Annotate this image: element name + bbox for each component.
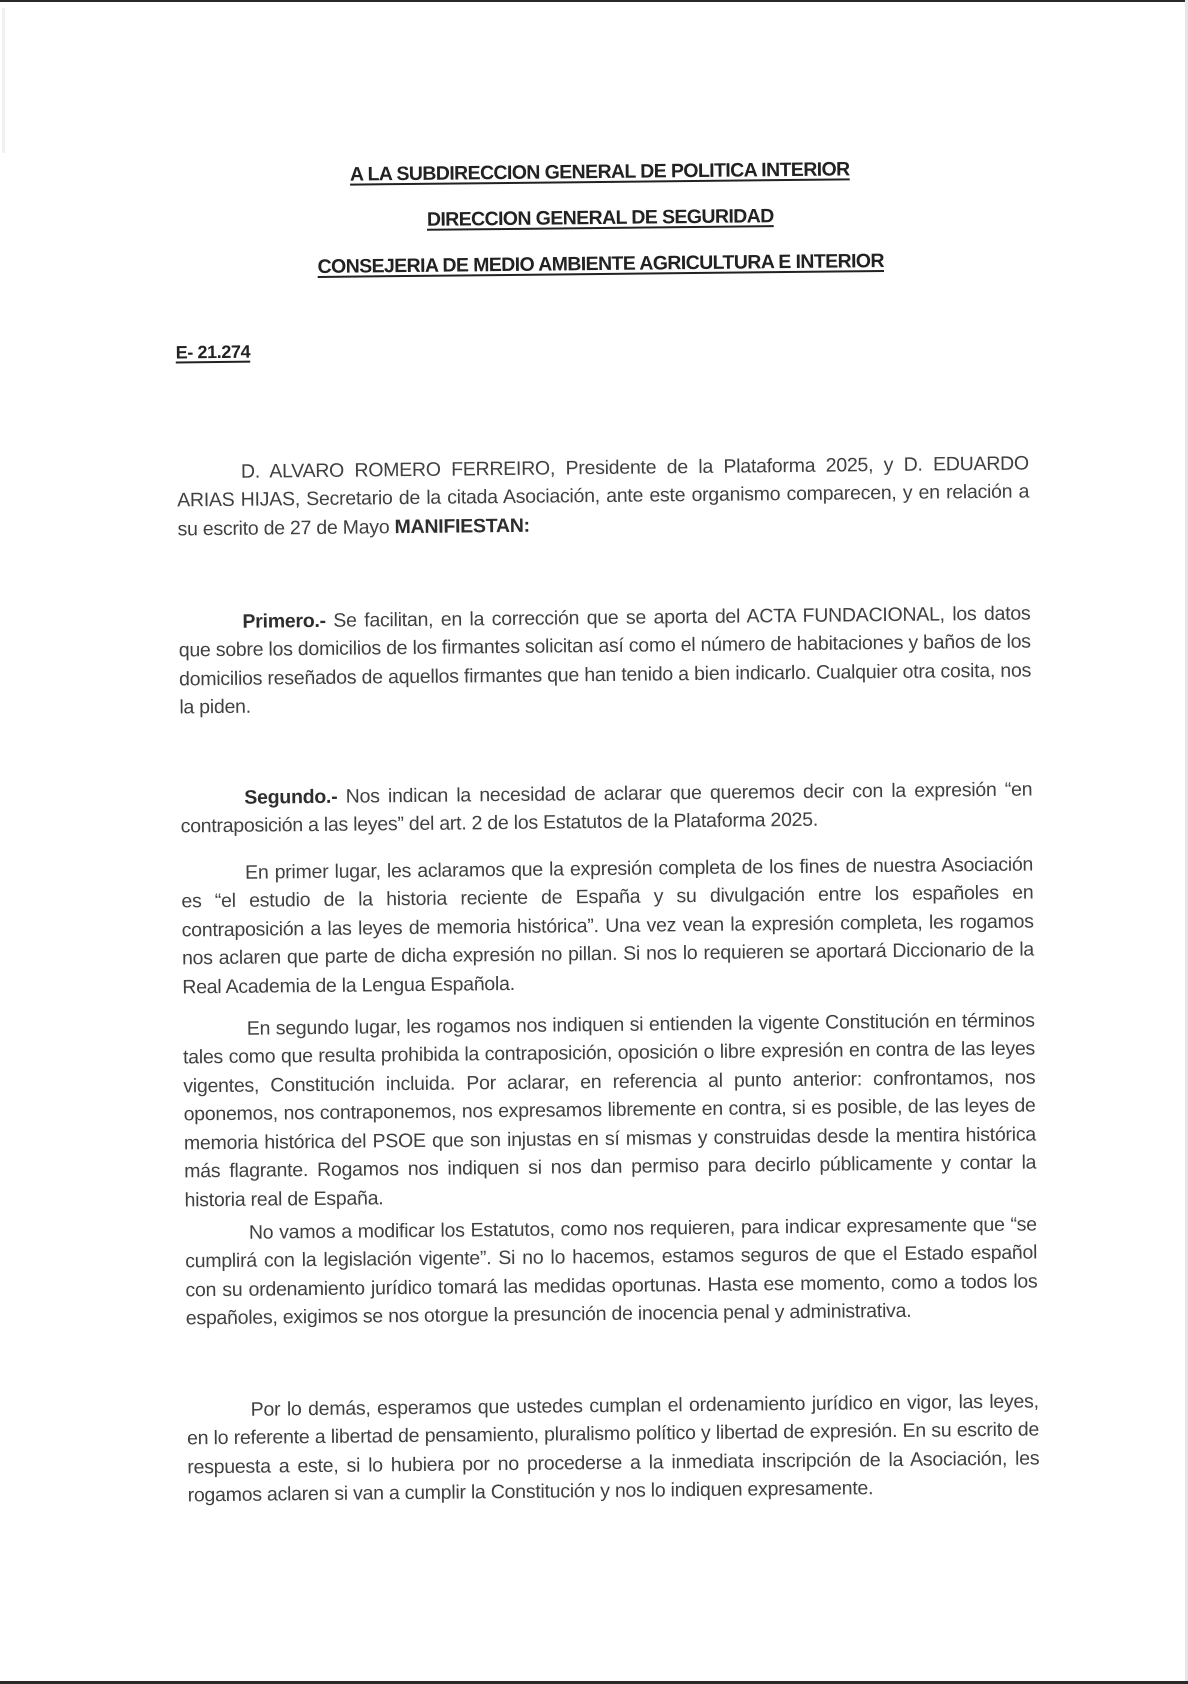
intro-text: D. ALVARO ROMERO FERREIRO, Presidente de la Plataforma 2025, y D. EDUARDO ARIAS HIJAS, Secretario de la citada Asociación, ante este organismo comparecen, y en relación a su escrito de 27 de Mayo [177,452,1030,540]
heading-line-consejeria: CONSEJERIA DE MEDIO AMBIENTE AGRICULTURA E INTERIOR [317,250,885,278]
segundo-text: Nos indican la necesidad de aclarar que queremos decir con la expresión “en contraposición a las leyes” del art. 2 de los Estatutos de la Plataforma 2025. [180,777,1033,838]
addressee-heading [174,156,1027,303]
scan-top-border [0,0,1188,2]
file-reference: E- 21.274 [175,341,251,363]
body-paragraph-por-lo-demas: Por lo demás, esperamos que ustedes cumplan el ordenamiento jurídico en vigor, las leyes, en lo referente a libertad de pensamiento, pluralismo político y libertad de expresión. En su escrito de respuesta a este, si lo hubiera por no procederse a la inmediata inscripción de la Asociación, les rogamos aclaren si van a cumplir la Constitución y nos lo indiquen expresamente. [186,1389,1040,1507]
body-paragraph-estatutos: No vamos a modificar los Estatutos, como nos requieren, para indicar expresamente que “se cumplirá con la legislación vigente”. Si no lo hacemos, estamos seguros de que el Estado español con su ordenamiento jurídico tomará las medidas oportunas. Hasta ese momento, como a todos los españoles, exigimos se nos otorgue la presunción de inocencia penal y administrativa. [185,1212,1038,1330]
manifiestan-label: MANIFIESTAN: [394,514,530,538]
segundo-label: Segundo.- [244,785,338,809]
body-paragraph-segundo-lugar: En segundo lugar, les rogamos nos indiquen si entienden la vigente Constitución en términos tales como que resulta prohibida la contraposición, oposición o libre expresión en contra de las leyes vigentes, Constitución incluida. Por aclarar, en referencia al punto anterior: confrontamos, nos oponemos, nos contraponemos, nos expresamos libremente en contra, si es posible, de las leyes de memoria histórica del PSOE que son injustas en sí mismas y construidas desde la mentira histórica más flagrante. Rogamos nos indiquen si nos dan permiso para decirlo públicamente y contar la historia real de España. [182,1008,1037,1211]
heading-line-subdireccion: A LA SUBDIRECCION GENERAL DE POLITICA INTERIOR [349,158,850,186]
segundo-paragraph [180,775,1033,841]
heading-line-direccion: DIRECCION GENERAL DE SEGURIDAD [426,205,774,231]
primero-paragraph [178,599,1031,722]
intro-paragraph [177,449,1030,543]
primero-text: Se facilitan, en la corrección que se aporta del ACTA FUNDACIONAL, los datos que sobre los domicilios de los firmantes solicitan así como el número de habitaciones y baños de los domicilios reseñados de aquellos firmantes que han tenido a bien indicarlo. Cualquier otra cosita, nos la piden. [178,602,1032,719]
body-paragraph-primer-lugar: En primer lugar, les aclaramos que la expresión completa de los fines de nuestra Asociación es “el estudio de la historia reciente de España y su divulgación entre los españoles en contraposición a las leyes de memoria histórica”. Una vez vean la expresión completa, les rogamos nos aclaren que parte de dicha expresión no pillan. Si nos lo requieren se aportará Diccionario de la Real Academia de la Lengua Española. [181,852,1035,998]
primero-label: Primero.- [242,609,326,633]
scan-left-edge [2,8,5,153]
